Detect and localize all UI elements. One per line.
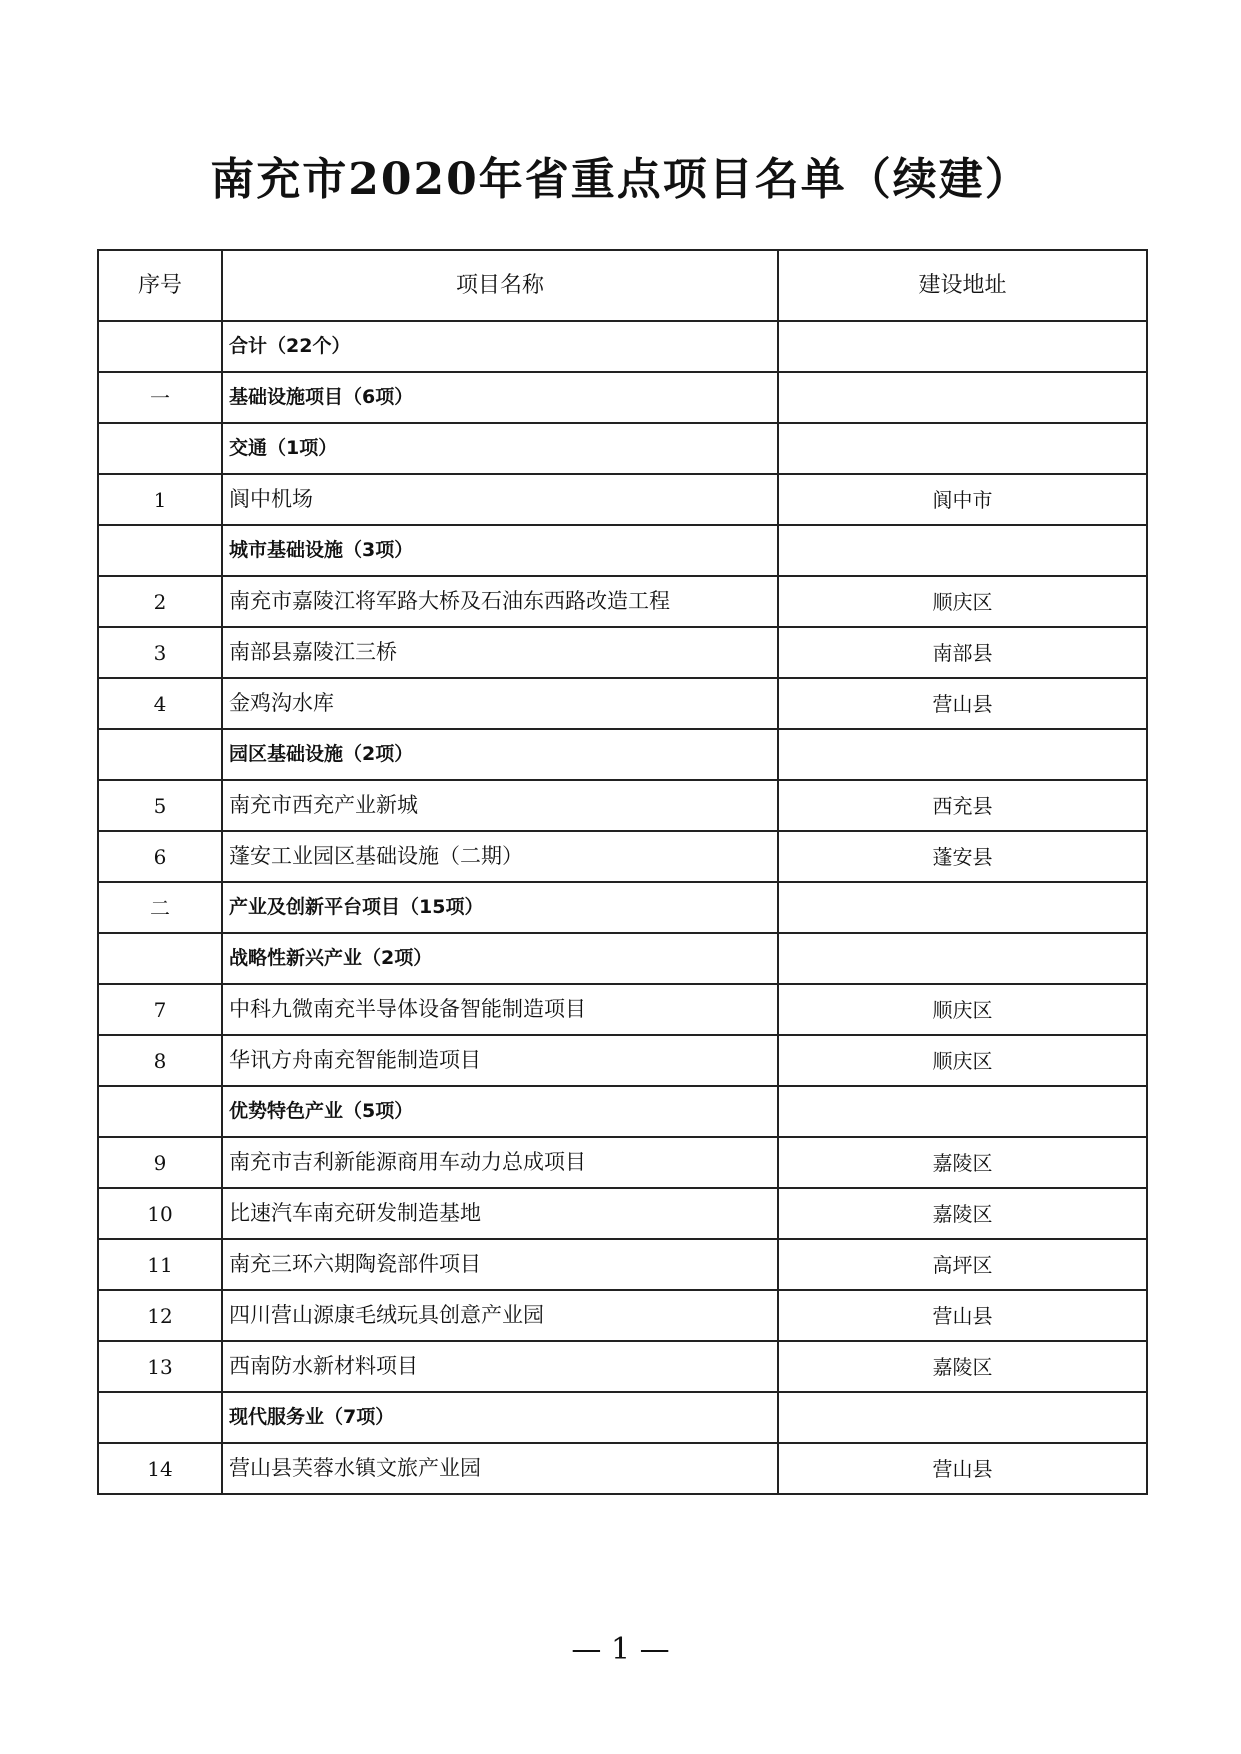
cell-name	[222, 321, 778, 372]
cell-seq: 二	[98, 882, 222, 933]
table-row	[98, 474, 1147, 525]
cell-seq	[98, 321, 222, 372]
cell-seq: 10	[98, 1188, 222, 1239]
cell-location	[778, 882, 1147, 933]
project-name: 金鸡沟水库	[229, 691, 334, 715]
cell-location: 营山县	[778, 1443, 1147, 1494]
project-name: 营山县芙蓉水镇文旅产业园	[229, 1456, 481, 1480]
project-name: 南充三环六期陶瓷部件项目	[229, 1252, 481, 1276]
cell-seq	[98, 933, 222, 984]
table-group-row	[98, 1392, 1147, 1443]
table-header-row	[98, 250, 1147, 321]
project-table	[97, 249, 1148, 1495]
cell-seq	[98, 525, 222, 576]
cell-seq: 一	[98, 372, 222, 423]
project-name: 交通（1项）	[229, 437, 338, 459]
cell-seq: 8	[98, 1035, 222, 1086]
project-name: 华讯方舟南充智能制造项目	[229, 1048, 481, 1072]
cell-seq	[98, 1086, 222, 1137]
cell-seq	[98, 1392, 222, 1443]
header-name: 项目名称	[222, 250, 778, 321]
cell-name	[222, 1086, 778, 1137]
cell-name	[222, 627, 778, 678]
cell-location	[778, 423, 1147, 474]
cell-location	[778, 1086, 1147, 1137]
project-name: 四川营山源康毛绒玩具创意产业园	[229, 1303, 544, 1327]
project-name: 园区基础设施（2项）	[229, 743, 414, 765]
table-row	[98, 1443, 1147, 1494]
project-name: 现代服务业（7项）	[229, 1406, 395, 1428]
cell-location: 顺庆区	[778, 576, 1147, 627]
cell-name	[222, 474, 778, 525]
header-seq: 序号	[98, 250, 222, 321]
project-name: 优势特色产业（5项）	[229, 1100, 414, 1122]
project-name: 产业及创新平台项目（15项）	[229, 896, 484, 918]
project-name: 南充市吉利新能源商用车动力总成项目	[229, 1150, 586, 1174]
cell-seq: 13	[98, 1341, 222, 1392]
table-row	[98, 780, 1147, 831]
project-name: 战略性新兴产业（2项）	[229, 947, 433, 969]
cell-seq: 4	[98, 678, 222, 729]
table-group-row	[98, 525, 1147, 576]
cell-name	[222, 372, 778, 423]
project-name: 蓬安工业园区基础设施（二期）	[229, 844, 523, 868]
table-group-row	[98, 729, 1147, 780]
cell-seq: 3	[98, 627, 222, 678]
header-location: 建设地址	[778, 250, 1147, 321]
cell-name	[222, 525, 778, 576]
table-row	[98, 1035, 1147, 1086]
table-row	[98, 1239, 1147, 1290]
project-name: 南部县嘉陵江三桥	[229, 640, 397, 664]
cell-location: 高坪区	[778, 1239, 1147, 1290]
project-name: 阆中机场	[229, 487, 313, 511]
cell-name	[222, 678, 778, 729]
cell-name	[222, 984, 778, 1035]
project-name: 中科九微南充半导体设备智能制造项目	[229, 997, 586, 1021]
cell-seq: 14	[98, 1443, 222, 1494]
table-row	[98, 576, 1147, 627]
cell-location: 嘉陵区	[778, 1137, 1147, 1188]
cell-location: 阆中市	[778, 474, 1147, 525]
cell-location: 顺庆区	[778, 984, 1147, 1035]
project-name: 比速汽车南充研发制造基地	[229, 1201, 481, 1225]
cell-location	[778, 321, 1147, 372]
table-row	[98, 831, 1147, 882]
table-group-row	[98, 321, 1147, 372]
cell-location	[778, 525, 1147, 576]
page-number: — 1 —	[571, 1632, 670, 1667]
cell-name	[222, 1035, 778, 1086]
cell-name	[222, 1137, 778, 1188]
table-row	[98, 1290, 1147, 1341]
table-group-row	[98, 1086, 1147, 1137]
cell-name	[222, 729, 778, 780]
cell-location: 营山县	[778, 1290, 1147, 1341]
cell-seq	[98, 423, 222, 474]
cell-location: 营山县	[778, 678, 1147, 729]
table-row	[98, 1341, 1147, 1392]
cell-seq: 11	[98, 1239, 222, 1290]
cell-seq: 5	[98, 780, 222, 831]
cell-seq	[98, 729, 222, 780]
cell-name	[222, 1341, 778, 1392]
table-body	[98, 321, 1147, 1494]
table-row	[98, 1137, 1147, 1188]
cell-name	[222, 423, 778, 474]
table-group-row	[98, 933, 1147, 984]
project-name: 南充市西充产业新城	[229, 793, 418, 817]
project-name: 城市基础设施（3项）	[229, 539, 414, 561]
cell-name	[222, 1239, 778, 1290]
table-group-row	[98, 882, 1147, 933]
cell-location: 顺庆区	[778, 1035, 1147, 1086]
cell-seq: 7	[98, 984, 222, 1035]
page-title: 南充市2020年省重点项目名单（续建）	[210, 154, 1031, 205]
table-row	[98, 984, 1147, 1035]
project-name: 南充市嘉陵江将军路大桥及石油东西路改造工程	[229, 589, 670, 613]
cell-location: 蓬安县	[778, 831, 1147, 882]
cell-name	[222, 1188, 778, 1239]
table-row	[98, 627, 1147, 678]
cell-name	[222, 1443, 778, 1494]
cell-name	[222, 780, 778, 831]
cell-location: 嘉陵区	[778, 1188, 1147, 1239]
cell-seq: 1	[98, 474, 222, 525]
cell-name	[222, 933, 778, 984]
cell-name	[222, 831, 778, 882]
cell-location	[778, 1392, 1147, 1443]
cell-location	[778, 729, 1147, 780]
table-group-row	[98, 372, 1147, 423]
cell-name	[222, 1392, 778, 1443]
cell-seq: 6	[98, 831, 222, 882]
cell-location	[778, 933, 1147, 984]
table-row	[98, 678, 1147, 729]
cell-name	[222, 882, 778, 933]
project-name: 基础设施项目（6项）	[229, 386, 414, 408]
cell-seq: 12	[98, 1290, 222, 1341]
table-row	[98, 1188, 1147, 1239]
cell-location: 西充县	[778, 780, 1147, 831]
cell-seq: 9	[98, 1137, 222, 1188]
cell-location: 嘉陵区	[778, 1341, 1147, 1392]
cell-name	[222, 576, 778, 627]
cell-seq: 2	[98, 576, 222, 627]
project-name: 合计（22个）	[229, 335, 351, 357]
cell-name	[222, 1290, 778, 1341]
cell-location	[778, 372, 1147, 423]
table-group-row	[98, 423, 1147, 474]
project-name: 西南防水新材料项目	[229, 1354, 418, 1378]
cell-location: 南部县	[778, 627, 1147, 678]
